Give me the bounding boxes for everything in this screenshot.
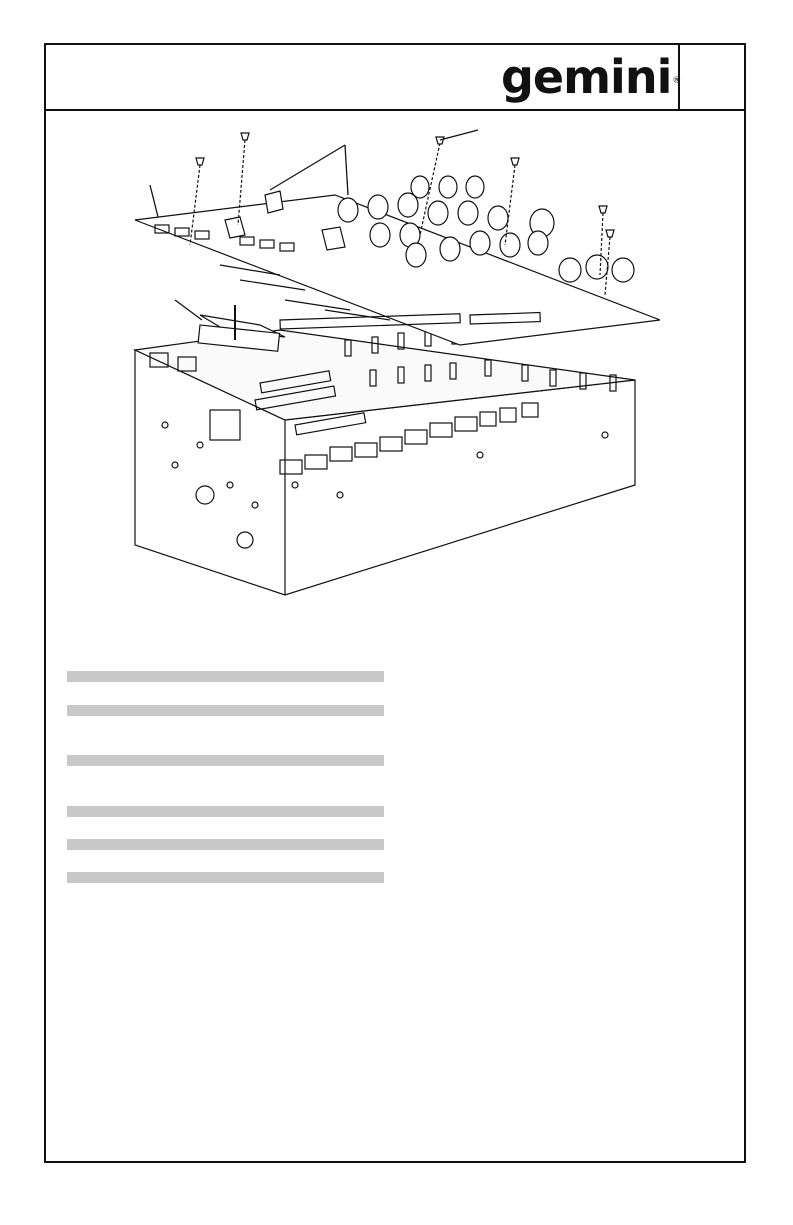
gray-bar-4 xyxy=(67,806,384,817)
gray-bar-2 xyxy=(67,705,384,716)
page-number-box xyxy=(678,45,744,109)
exploded-mixer-diagram xyxy=(90,125,660,605)
gray-bar-1 xyxy=(67,671,384,682)
gray-bar-3 xyxy=(67,755,384,766)
gray-bar-5 xyxy=(67,839,384,850)
brand-logo: gemini® xyxy=(501,50,681,104)
page-header xyxy=(46,45,744,111)
fader-module xyxy=(198,305,285,351)
gray-bar-6 xyxy=(67,872,384,883)
knob-icon xyxy=(338,198,358,222)
